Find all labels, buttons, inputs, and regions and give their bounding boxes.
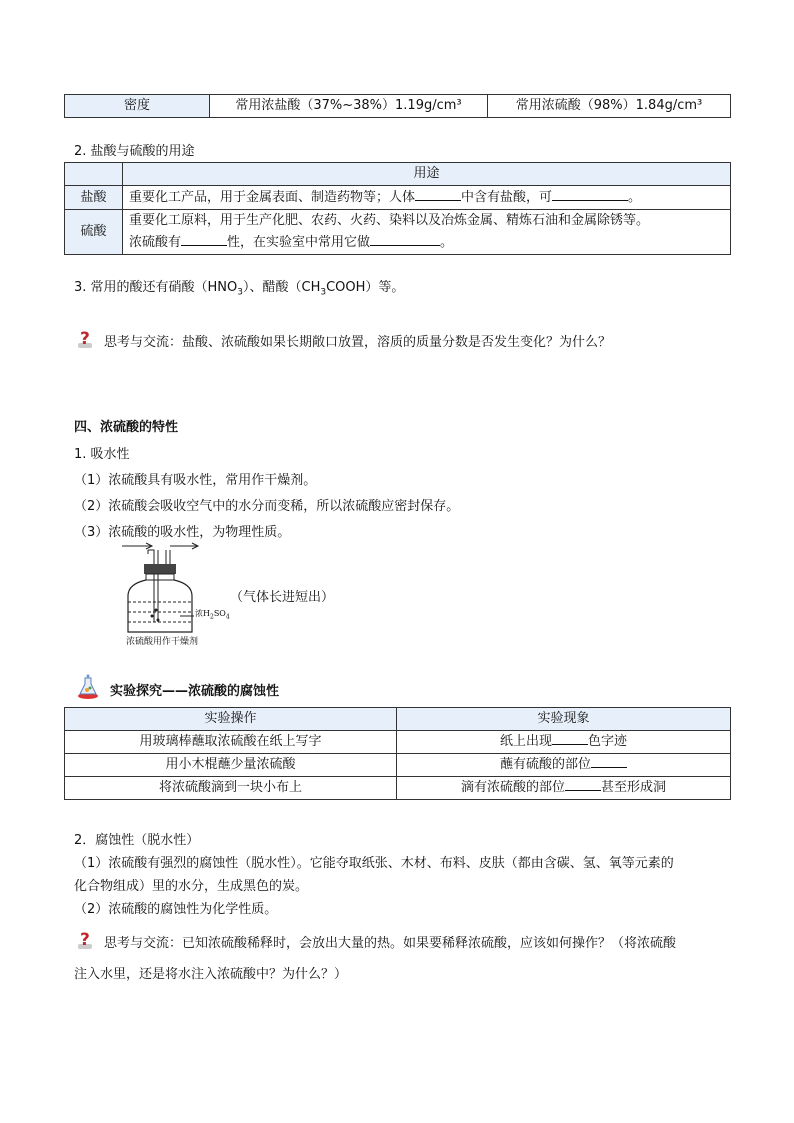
diagram-caption: 浓硫酸用作干燥剂 (126, 637, 199, 647)
col-operation: 实验操作 (65, 708, 397, 731)
answer-blank[interactable] (565, 778, 601, 791)
h2so4-label: 硫酸 (65, 210, 123, 255)
table-row-result: 蘸有硫酸的部位 (397, 754, 731, 777)
answer-blank[interactable] (552, 732, 588, 745)
table-row-op: 用小木棍蘸少量浓硫酸 (65, 754, 397, 777)
think-question-1: 思考与交流：盐酸、浓硫酸如果长期敞口放置，溶质的质量分数是否发生变化？为什么？ (104, 335, 612, 350)
answer-blank[interactable] (415, 188, 461, 201)
experiment-icon (76, 674, 100, 704)
table-row-op: 将浓硫酸滴到一块小布上 (65, 777, 397, 800)
answer-blank[interactable] (370, 233, 440, 246)
section4-title: 四、浓硫酸的特性 (74, 420, 179, 435)
experiment-table (64, 707, 731, 800)
hcl-uses: 重要化工产品，用于金属表面、制造药物等；人体 中含有盐酸，可 。 (123, 186, 731, 210)
think-question-2-line2: 注入水里，还是将水注入浓硫酸中？为什么？） (74, 967, 348, 982)
section4-p3: （3）浓硫酸的吸水性，为物理性质。 (74, 525, 291, 540)
think-icon (76, 329, 94, 353)
col-result: 实验现象 (397, 708, 731, 731)
section2-title: 2. 盐酸与硫酸的用途 (74, 144, 195, 159)
gas-washing-bottle-icon (118, 540, 238, 648)
density-label: 密度 (65, 95, 210, 118)
hcl-density: 常用浓盐酸（37%~38%）1.19g/cm³ (210, 95, 488, 118)
h2so4-density: 常用浓硫酸（98%）1.84g/cm³ (488, 95, 731, 118)
answer-blank[interactable] (591, 755, 627, 768)
section4-p2: （2）浓硫酸会吸收空气中的水分而变稀，所以浓硫酸应密封保存。 (74, 499, 460, 514)
diagram-note: （气体长进短出） (230, 590, 335, 605)
section4-sub1: 1. 吸水性 (74, 447, 130, 462)
uses-header: 用途 (123, 163, 731, 186)
svg-text:?: ? (80, 930, 90, 950)
section5-title: 2．腐蚀性（脱水性） (74, 833, 200, 848)
hcl-label: 盐酸 (65, 186, 123, 210)
table-row-op: 用玻璃棒蘸取浓硫酸在纸上写字 (65, 731, 397, 754)
section5-p1-line1: （1）浓硫酸有强烈的腐蚀性（脱水性）。它能夺取纸张、木材、布料、皮肤（都由含碳、氢、氧等元素的 (74, 856, 674, 871)
drying-bottle-diagram (118, 540, 238, 648)
uses-table (64, 162, 731, 255)
think-icon (76, 930, 94, 954)
density-table (64, 94, 731, 118)
section5-p2: （2）浓硫酸的腐蚀性为化学性质。 (74, 902, 278, 917)
diagram-label: 浓$H_2SO_4$ (195, 609, 230, 621)
answer-blank[interactable] (552, 188, 628, 201)
think-question-2-line1: 思考与交流：已知浓硫酸稀释时，会放出大量的热。如果要稀释浓硫酸，应该如何操作？（将浓硫酸 (104, 936, 677, 951)
answer-blank[interactable] (181, 233, 227, 246)
svg-text:?: ? (80, 329, 90, 349)
h2so4-uses: 重要化工原料，用于生产化肥、农药、火药、染料以及冶炼金属、精炼石油和金属除锈等。 浓硫酸有 性，在实验室中常用它做 。 (123, 210, 731, 255)
table-row-result: 纸上出现 色字迹 (397, 731, 731, 754)
section4-p1: （1）浓硫酸具有吸水性，常用作干燥剂。 (74, 473, 317, 488)
section3-text: 3. 常用的酸还有硝酸$(HNO_3)$、醋酸$(CH_3COOH)$等。 (74, 280, 405, 298)
experiment-title: 实验探究——浓硫酸的腐蚀性 (110, 684, 280, 699)
table-row-result: 滴有浓硫酸的部位 甚至形成洞 (397, 777, 731, 800)
section5-p1-line2: 化合物组成）里的水分，生成黑色的炭。 (74, 879, 309, 894)
